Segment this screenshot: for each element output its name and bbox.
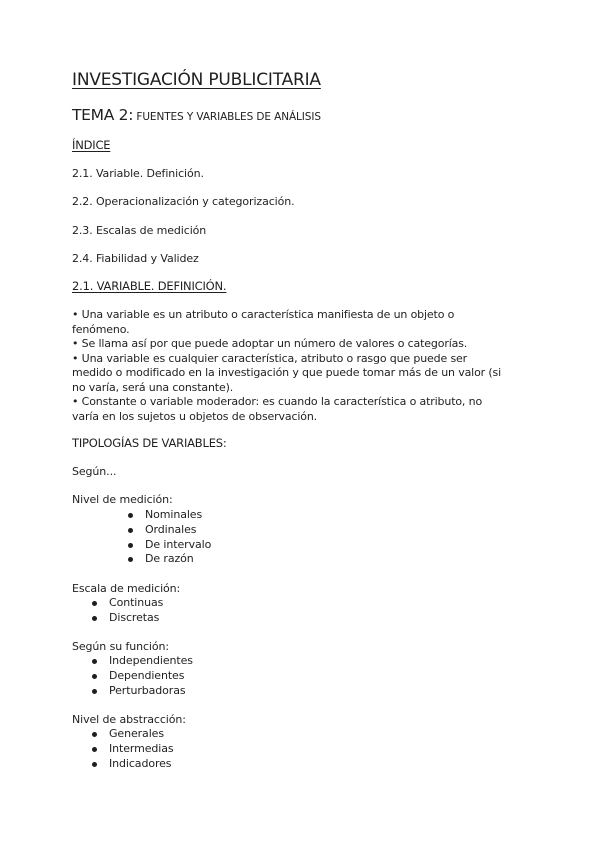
list-item: Perturbadoras: [109, 684, 193, 699]
group-label: Escala de medición:: [72, 582, 181, 595]
list-item: Generales: [109, 727, 174, 742]
measurement-level-list: [145, 508, 211, 567]
list-item: Intermedias: [109, 741, 174, 755]
list-item: Discretas: [109, 611, 163, 626]
abstraction-list: [109, 727, 174, 771]
measurement-scale-list: [109, 596, 163, 626]
topic-subtitle: [72, 106, 321, 124]
function-list: [109, 654, 193, 698]
index-item: 2.2. Operacionalización y categorización.: [72, 195, 295, 208]
topic-name: FUENTES Y VARIABLES DE ANÁLISIS: [133, 111, 321, 123]
list-item: Ordinales: [145, 523, 211, 538]
group-label: Según su función:: [72, 640, 169, 653]
list-item: Dependientes: [109, 669, 193, 684]
index-heading: ÍNDICE: [72, 138, 111, 152]
list-item: Continuas: [109, 596, 164, 609]
definition-paragraph: • Una variable es cualquier característica, atributo o rasgo que puede ser medido o modificado en la investigación y que puede tomar más de un valor (si no varía, será una constante).: [72, 351, 501, 394]
definition-paragraph: • Se llama así por que puede adoptar un número de valores o categorías.: [72, 337, 468, 350]
list-item: Independientes: [109, 654, 193, 667]
definition-paragraph: • Una variable es un atributo o característica manifiesta de un objeto o fenómeno.: [72, 308, 455, 336]
index-item: 2.4. Fiabilidad y Validez: [72, 252, 199, 265]
list-item: De intervalo: [145, 537, 212, 551]
group-label: Nivel de abstracción:: [72, 713, 186, 726]
index-item: 2.1. Variable. Definición.: [72, 167, 204, 180]
list-item: De razón: [145, 552, 211, 567]
list-item: Nominales: [145, 508, 211, 523]
list-item: Indicadores: [109, 757, 174, 772]
definition-paragraphs: [72, 308, 504, 424]
definition-paragraph: • Constante o variable moderador: es cuando la característica o atributo, no varía en los sujetos u objetos de observación.: [72, 395, 483, 423]
index-item: 2.3. Escalas de medición: [72, 224, 207, 237]
group-label: Nivel de medición:: [72, 493, 173, 506]
document-title: INVESTIGACIÓN PUBLICITARIA: [72, 70, 321, 90]
typologies-intro: Según...: [72, 465, 117, 478]
section-heading: 2.1. VARIABLE. DEFINICIÓN.: [72, 279, 227, 293]
typologies-heading: TIPOLOGÍAS DE VARIABLES:: [72, 436, 227, 450]
topic-number: TEMA 2:: [72, 106, 134, 124]
